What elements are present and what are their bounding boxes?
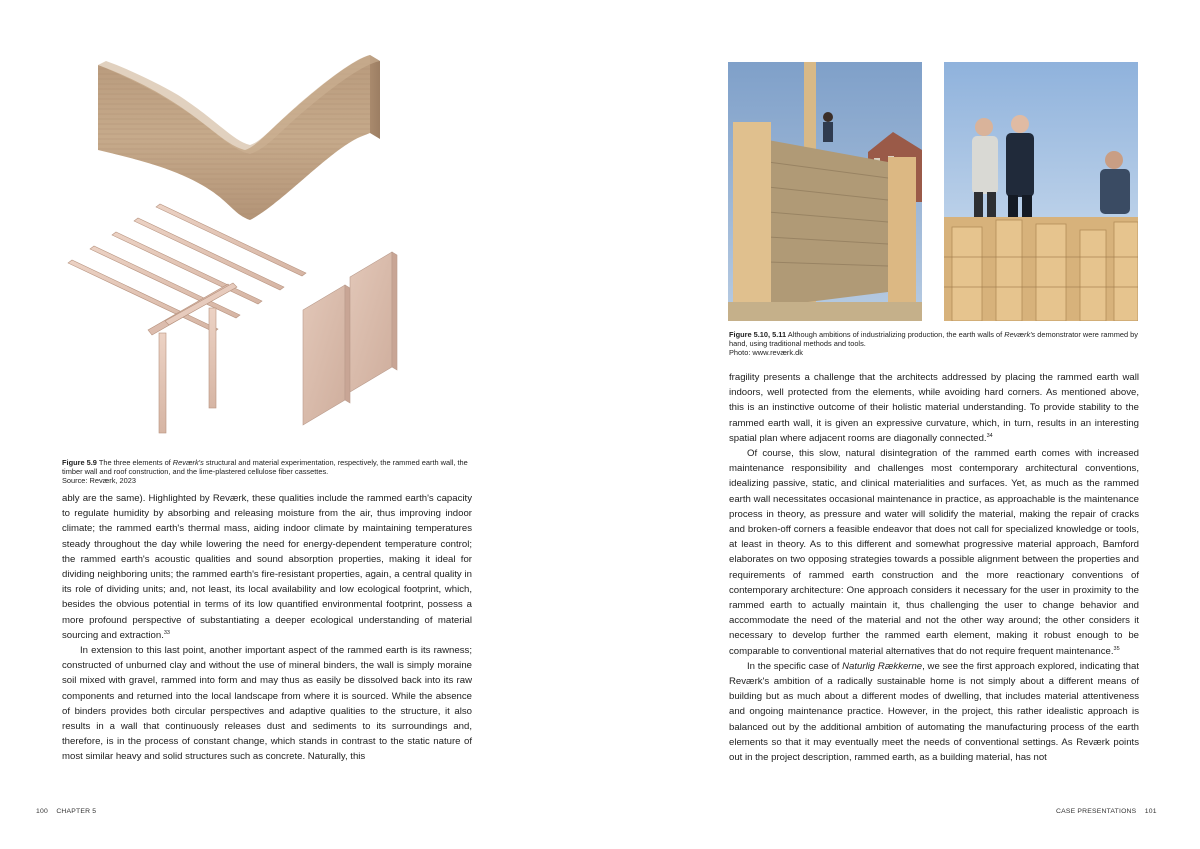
paragraph: ably are the same). Highlighted by Reværk, these qualities include the rammed earth's capacity to regulate humidity by absorbing and releasing moisture from the air, thus improving indoor climate; the rammed earth's thermal mass, aiding indoor climate by maintaining temperatures steady throughout the day while lowering the need for energy-dependent temperature control; the rammed earth's acoustic qualities and sound absorption properties, making it ideal for dividing neighboring units; the rammed earth's fire-resistant properties, again, a central quality in its role of dividing units; and, not least, its local availability and low ecological footprint, which, besides the obvious potential in terms of its low quantified environmental footprint, possess a more profound perspective of substantiating a deeper ecological understanding of material sourcing and extraction.$^{33}$	[62, 493, 472, 641]
body-text-left	[62, 491, 472, 765]
figure-source: Source: Reværk, 2023	[62, 476, 136, 486]
running-head: CHAPTER 5	[56, 808, 97, 815]
paragraph: In the specific case of Naturlig Rækkerne, we see the first approach explored, indicating that Reværk's ambition of a radically sustainable home is not simply about a different means of building but as much about a different modes of dwelling, that includes material attentiveness and ongoing maintenance practice. However, in the project, this rather idealistic approach is balanced out by the additional ambition of automating the manufacturing process of the earth elements so that it may eventually meet the needs of conventional settings. As Reværk points out in the project description, rammed earth, as a building material, has not	[729, 660, 1139, 764]
page-number: 101	[1144, 808, 1157, 815]
footnote-ref: 35	[1113, 645, 1120, 652]
paragraph: fragility presents a challenge that the architects addressed by placing the rammed earth wall indoors, well protected from the elements, while avoiding hard corners. As mentioned above, this is an instinctive outcome of their holistic material understanding. To provide stability to the rammed earth wall, it is given an expressive curvature, which, in turn, results in an interesting spatial plan where adjacent rooms are diagonally connected.$^{34}$	[729, 372, 1139, 444]
body-text-right	[729, 370, 1139, 765]
page-number: 100	[36, 808, 48, 815]
workers-on-formwork-photo	[944, 62, 1138, 321]
rammed-earth-elements-illustration	[60, 55, 480, 450]
paragraph: Of course, this slow, natural disintegration of the rammed earth comes with increased maintenance responsibility and challenges most contemporary architectural conventions, idealizing passive, static, and clinical materialities and surfaces. Yet, as much as the rammed earth wall necessitates occasional maintenance in practice, as approachable is the maintenance process in theory, as pressure and water will solidify the material, making the repair of cracks and broken-off corners a feasible endeavor that does not call for specialized knowledge or tools, at least in theory. As to this different and somewhat progressive material approach, Bamford elaborates on two opposing strategies towards a possible alignment between the properties and requirements of rammed earth construction and the more reactionary conventions of contemporary architecture: One approach considers it necessary for the user in proximity to the rammed earth to actually maintain it, thus challenging the user to change behavior and accommodate the need of the material and not the other way around; the other considers it necessary to develop further the rammed earth element, making it robust enough to be comparable to conventional material alternatives that do not require frequent maintenance.$^{35}$	[729, 448, 1139, 657]
figure-label: Figure 5.10, 5.11	[729, 330, 787, 339]
footnote-ref: 33	[163, 629, 170, 636]
photo-source: Photo: www.reværk.dk	[729, 348, 803, 358]
rammed-earth-wall-construction-photo	[728, 62, 922, 321]
footer-left	[36, 808, 96, 815]
footer-right	[1056, 808, 1157, 815]
photo-caption: Figure 5.10, 5.11 Although ambitions of industrializing production, the earth walls of Reværk's demonstrator were rammed by hand, using traditional methods and tools. Photo: www.reværk.dk	[729, 330, 1138, 358]
right-page	[600, 0, 1200, 849]
running-head: CASE PRESENTATIONS	[1056, 808, 1137, 815]
footnote-ref: 34	[986, 432, 993, 439]
figure-label: Figure 5.9	[62, 458, 97, 467]
paragraph: In extension to this last point, another important aspect of the rammed earth is its rawness; constructed of unburned clay and without the use of mineral binders, the wall is simply moraine soil mixed with gravel, rammed into form and may thus as easily be dissolved back into its raw components and returned into the local landscape from where it is sourced. While the absence of binders provides both circular perspectives and adaptive qualities to the structure, it also results in a wall that continuously releases dust and sediments to its surroundings and, therefore, is in the process of constant change, which stands in contrast to the static nature of most similar heavy and solid structures such as concrete. Naturally, this	[62, 645, 472, 763]
figure-caption: Figure 5.9 The three elements of Reværk's structural and material experimentation, respectively, the rammed earth wall, the timber wall and roof construction, and the lime-plastered cellulose fiber cassettes. Source: Reværk, 2023	[62, 458, 468, 486]
